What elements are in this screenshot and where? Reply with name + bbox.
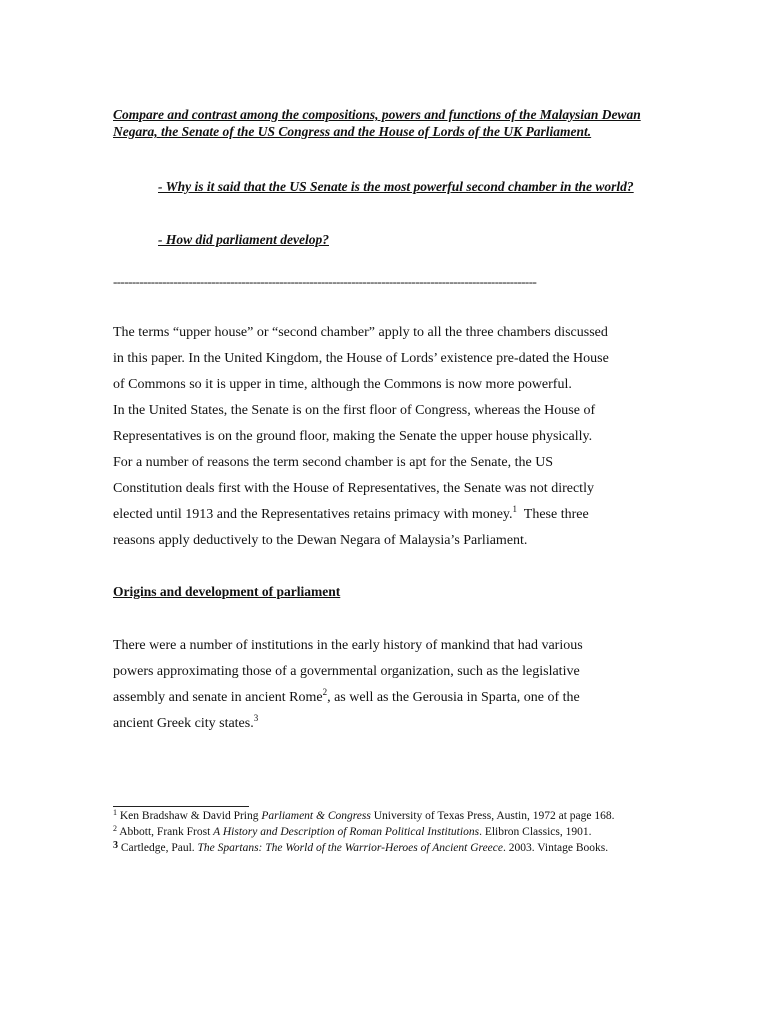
footnote-ref-1[interactable]: 1 — [512, 504, 518, 514]
paragraph-line: For a number of reasons the term second chamber is apt for the Senate, the US — [113, 455, 554, 470]
paragraph-line: reasons apply deductively to the Dewan Negara of Malaysia’s Parliament. — [113, 533, 528, 548]
footnote-separator — [113, 806, 249, 807]
paragraph-line: elected until 1913 and the Representatives retains primacy with money.$^1$ These three — [113, 504, 589, 522]
paragraph-line: Representatives is on the ground floor, making the Senate the upper house physically. — [113, 429, 593, 444]
paragraph-line: Constitution deals first with the House of Representatives, the Senate was not directly — [113, 481, 594, 496]
paragraph-line: of Commons so it is upper in time, although the Commons is now more powerful. — [113, 377, 572, 392]
origins-paragraph — [113, 633, 661, 737]
essay-title: Compare and contrast among the compositions, powers and functions of the Malaysian Dewan Negara, the Senate of the US Congress and the House of Lords of the UK Parliament. — [113, 107, 641, 139]
footnotes — [113, 809, 643, 857]
paragraph-line: ancient Greek city states.$^3$ — [113, 713, 259, 731]
intro-paragraph — [113, 320, 661, 554]
dashed-separator: ---------------------------------------------------------------------------------------------------------------- — [113, 274, 537, 289]
paragraph-line: in this paper. In the United Kingdom, the House of Lords’ existence pre-dated the House — [113, 351, 609, 366]
section-heading: Origins and development of parliament — [113, 584, 341, 599]
question-senate-power: - Why is it said that the US Senate is the most powerful second chamber in the world? — [158, 179, 634, 194]
footnote-2: $^2$ Abbott, Frank Frost A History and Description of Roman Political Institutions. Elibron Classics, 1901. — [113, 824, 592, 838]
paragraph-line: In the United States, the Senate is on the first floor of Congress, whereas the House of — [113, 403, 596, 418]
question-parliament-development: - How did parliament develop? — [158, 232, 329, 247]
paragraph-line: assembly and senate in ancient Rome$^2$, as well as the Gerousia in Sparta, one of the — [113, 687, 580, 705]
footnote-3: $^3$ Cartledge, Paul. The Spartans: The World of the Warrior-Heroes of Ancient Greece. 2003. Vintage Books. — [113, 840, 609, 854]
footnote-ref-3[interactable]: 3 — [253, 713, 259, 723]
paragraph-line: powers approximating those of a governmental organization, such as the legislative — [113, 664, 580, 679]
footnote-ref-2[interactable]: 2 — [322, 687, 328, 697]
paragraph-line: There were a number of institutions in the early history of mankind that had various — [113, 638, 583, 653]
footnote-1: $^1$ Ken Bradshaw & David Pring Parliament & Congress University of Texas Press, Austin, 1972 at page 168. — [113, 808, 615, 822]
paragraph-line: The terms “upper house” or “second chamber” apply to all the three chambers discussed — [113, 325, 608, 340]
